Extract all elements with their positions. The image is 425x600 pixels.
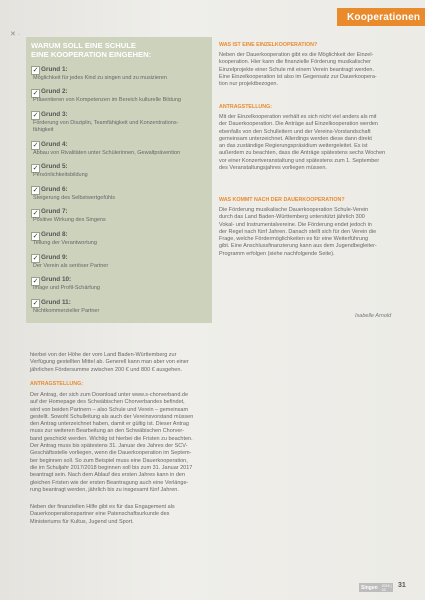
section-header-tab: Kooperationen xyxy=(337,8,425,26)
checkbox-checked-icon: ✓ xyxy=(32,164,39,172)
reason-item xyxy=(31,89,211,112)
reason-label: Grund 10: xyxy=(41,276,72,284)
reason-label: Grund 1: xyxy=(41,65,68,73)
reason-item xyxy=(31,209,211,232)
text-line: Mit der Einzelkooperation verhält es sich nicht viel anders als mit xyxy=(219,114,377,120)
checkbox-checked-icon: ✓ xyxy=(32,255,39,263)
text-line: hierbei von der Höhe der vom Land Baden-Württemberg zur xyxy=(30,352,177,358)
checkbox-checked-icon: ✓ xyxy=(32,142,39,150)
text-line: gleichen Fristen wie der ersten Beantragung auch eine Verlänge- xyxy=(30,479,189,486)
checkbox-checked-icon: ✓ xyxy=(32,187,39,195)
text-line: des Veranstaltungsjahres vorliegen müssen. xyxy=(219,165,327,172)
text-line: Der Antrag, der sich zum Download unter www.s-chorverband.de xyxy=(30,392,189,398)
reason-item xyxy=(31,277,211,300)
checkbox-checked-icon: ✓ xyxy=(32,209,39,217)
checkbox-checked-icon: ✓ xyxy=(32,300,39,308)
text-line: beantragt sein. Nach dem Ablauf des ersten Jahres kann in den xyxy=(30,472,186,479)
text-line: Ministeriums für Kultus, Jugend und Sport. xyxy=(30,518,134,525)
checkbox-checked-icon: ✓ xyxy=(32,67,39,74)
text-line: kooperation. Hier kann die finanzielle Förderung musikalischer xyxy=(219,59,371,66)
reason-item xyxy=(31,299,211,322)
heading-nach-dauerkooperation: WAS KOMMT NACH DER DAUERKOOPERATION? xyxy=(219,197,345,203)
reason-label: Grund 11: xyxy=(41,298,71,306)
text-line: vor einer Konzertveranstaltung und spätestens zum 1. September xyxy=(219,157,380,164)
text-line: ber beginnen soll. So zum Beispiel muss eine Dauerkooperation, xyxy=(30,457,188,464)
text-line: gestellt. Sowohl Schulleitung als auch der Vereinsvorstand müssen xyxy=(30,413,194,420)
heading-antragstellung-left: ANTRAGSTELLUNG: xyxy=(30,381,83,387)
reason-text: Persönlichkeitsbildung xyxy=(33,172,88,179)
paragraph-foerdersumme xyxy=(30,352,220,374)
reason-text: Möglichkeit für jedes Kind zu singen und zu musizieren xyxy=(33,74,167,81)
reasons-box-title: WARUM SOLL EINE SCHULE EINE KOOPERATION EINGEHEN: xyxy=(31,41,152,59)
text-line: außerdem zu beachten, dass die Anträge spätestens sechs Wochen xyxy=(219,150,386,157)
paragraph-nach-dauerkooperation xyxy=(219,207,399,258)
text-line: band geschickt werden. Wichtig ist hierbei die Fristen zu beachten. xyxy=(30,435,193,442)
reason-text-line: fähigkeit xyxy=(33,126,54,133)
reason-text: Teilung der Verantwortung xyxy=(33,240,97,247)
text-line: durch das Land Baden-Württemberg unterstützt jährlich 300 xyxy=(219,214,365,221)
text-line: Dauerkooperationspartner eine Patenschaftsurkunde des xyxy=(30,511,170,518)
reason-label: Grund 7: xyxy=(41,208,68,216)
reason-label: Grund 6: xyxy=(41,185,68,193)
text-line: Geschäftsstelle vorliegen, wenn die Dauerkooperation im Septem- xyxy=(30,450,192,457)
reason-text: Positive Wirkung des Singens xyxy=(33,217,106,224)
text-line: Die Förderung musikalische Dauerkooperation Schule-Verein xyxy=(219,207,369,213)
paragraph-einzelkooperation xyxy=(219,52,399,88)
reason-item xyxy=(31,66,211,89)
reason-label: Grund 2: xyxy=(41,88,68,96)
text-line: Neben der finanziellen Hilfe gibt es für das Engagement als xyxy=(30,504,175,510)
reason-item xyxy=(31,111,211,141)
text-line: den Antrag unterzeichnet haben, damit er gültig ist. Dieser Antrag xyxy=(30,421,189,428)
text-line: der Regel nach fünf Jahren. Danach stellt sich für den Verein die xyxy=(219,228,377,235)
reason-label: Grund 8: xyxy=(41,231,68,239)
paragraph-antragstellung-left xyxy=(30,392,220,494)
reason-text: Präsentieren von Kompetenzen im Bereich kulturelle Bildung xyxy=(33,97,181,104)
checkbox-checked-icon: ✓ xyxy=(32,277,39,285)
text-line: ebenfalls von den Schulleitern und der Vereins-Vorstandschaft xyxy=(219,128,371,135)
reason-item xyxy=(31,164,211,187)
reason-item xyxy=(31,186,211,209)
text-line: wird von beiden Partnern – also Schule und Verein – gemeinsam xyxy=(30,406,189,413)
page-number: 31 xyxy=(398,582,406,589)
reason-text-line: Förderung von Disziplin, Teamfähigkeit und Konzentrations- xyxy=(33,119,179,126)
text-line: auf der Homepage des Schwäbischen Chorverbandes befindet, xyxy=(30,399,185,406)
reason-item xyxy=(31,141,211,164)
heading-antragstellung-right: ANTRAGSTELLUNG: xyxy=(219,104,272,110)
text-line: Vokal- und Instrumentalvereine. Die Förderung endet jedoch in xyxy=(219,221,372,228)
reason-item xyxy=(31,254,211,277)
text-line: der Dauerkooperation. Die Anträge auf Einzelkooperation werden xyxy=(219,121,378,128)
reason-label: Grund 4: xyxy=(41,140,68,148)
text-line: jährlichen Fördersumme zwischen 200 € und 800 € ausgehen. xyxy=(30,366,182,373)
reason-label: Grund 3: xyxy=(41,110,68,118)
reason-text xyxy=(33,120,211,134)
reason-text: Image und Profil-Schärfung xyxy=(33,285,100,292)
checkbox-checked-icon: ✓ xyxy=(32,89,39,97)
text-line: gibt. Eine Anschlussfinanzierung kann aus dem Jugendbegleiter- xyxy=(219,243,377,250)
reason-label: Grund 5: xyxy=(41,163,68,171)
text-line: muss zur weiteren Bearbeitung an den Schwäbischen Chorver- xyxy=(30,428,185,435)
corner-mark-icon: ✕ · xyxy=(10,31,21,38)
checkbox-checked-icon: ✓ xyxy=(32,232,39,240)
text-line: Verfügung gestellten Mittel ab. Generell kann man aber von einer xyxy=(30,359,189,366)
reason-text: Steigerung des Selbstwertgefühls xyxy=(33,194,115,201)
text-line: Einzelprojekte einer Schule mit einem Verein beantragt werden. xyxy=(219,66,375,73)
author-name: Isabelle Arnold xyxy=(355,313,392,319)
paragraph-antragstellung-right xyxy=(219,114,399,172)
reason-label: Grund 9: xyxy=(41,253,68,261)
text-line: Eine Einzelkooperation ist also im Gegensatz zur Dauerkoopera- xyxy=(219,73,377,80)
text-line: Programm erfolgen (siehe nachfolgende Seite). xyxy=(219,250,335,257)
text-line: Der Antrag muss bis spätestens 31. Januar des Jahres der SCV- xyxy=(30,443,188,450)
heading-einzelkooperation: WAS IST EINE EINZELKOOPERATION? xyxy=(219,42,318,48)
checkbox-checked-icon: ✓ xyxy=(32,112,39,120)
reason-item xyxy=(31,232,211,255)
text-line: Neben der Dauerkooperation gibt es die Möglichkeit der Einzel- xyxy=(219,52,374,58)
text-line: die im Schuljahr 2017/2018 beginnen soll bis zum 31. Januar 2017 xyxy=(30,464,193,471)
text-line: gemeinsam unterzeichnet. Allerdings werden diese dann direkt xyxy=(219,135,372,142)
text-line: an das zuständige Regierungspräsidium weitergeleitet. Es ist xyxy=(219,143,368,150)
text-line: rung beantragt werden, jährlich bis zu insgesamt fünf Jahren. xyxy=(30,486,179,493)
reason-text: Abbau von Rivalitäten unter Schülerinnen, Gewaltprävention xyxy=(33,149,181,156)
text-line: Frage, welche Fördermöglichkeiten es für eine Weiterführung xyxy=(219,236,369,243)
text-line: tion nur projektbezogen. xyxy=(219,81,279,88)
paragraph-patenschaft xyxy=(30,504,220,526)
reasons-list xyxy=(31,66,211,322)
reason-text: Nichtkommerzieller Partner xyxy=(33,307,100,314)
reason-text: Der Verein als seriöser Partner xyxy=(33,262,109,269)
magazine-logo: Singen 2016 | 03 xyxy=(361,583,392,592)
